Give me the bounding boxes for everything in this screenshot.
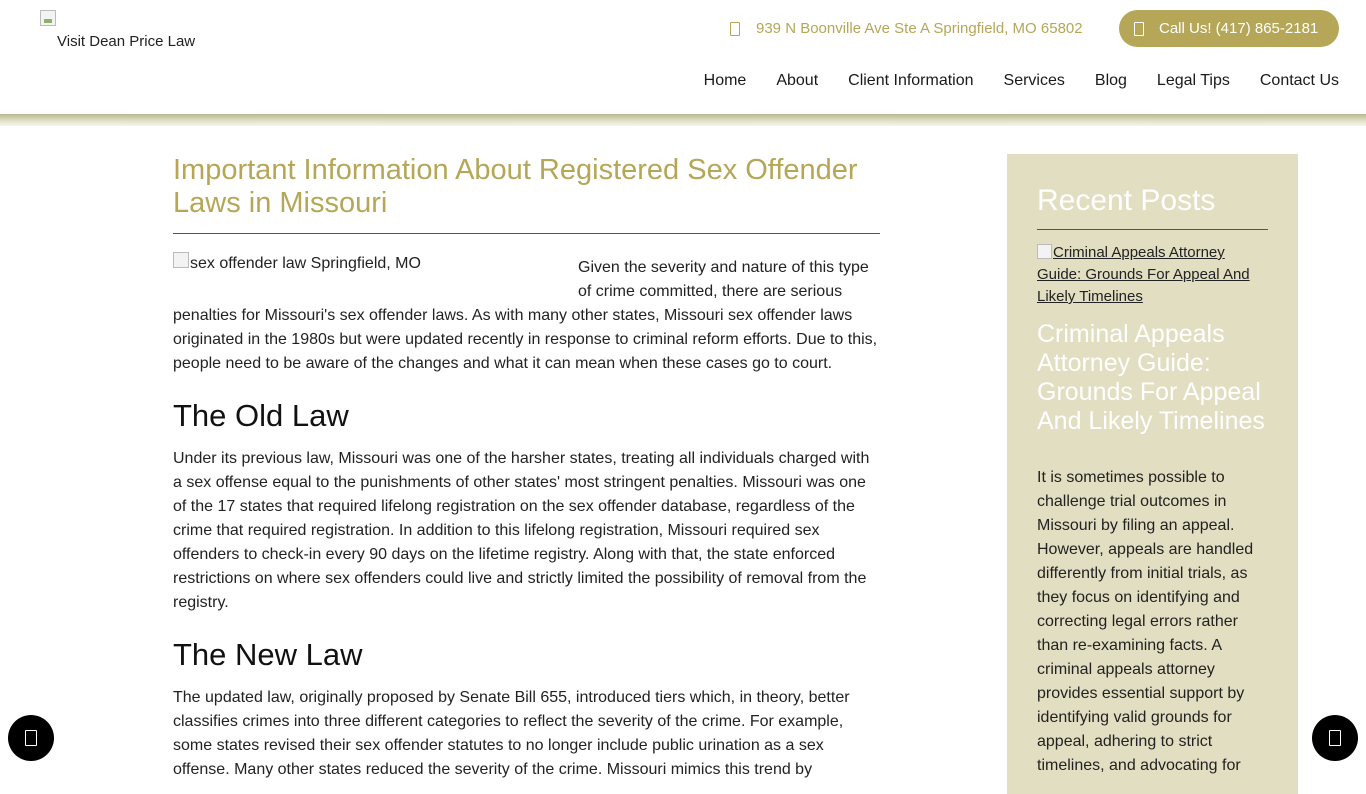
chat-icon bbox=[1329, 730, 1341, 746]
title-divider bbox=[173, 233, 880, 234]
logo-alt-text: Visit Dean Price Law bbox=[57, 33, 196, 50]
nav-item-services[interactable]: Services bbox=[1003, 72, 1065, 89]
sidebar-recent-posts bbox=[1007, 154, 1298, 794]
article-image-alt: sex offender law Springfield, MO bbox=[190, 255, 421, 272]
page-title: Important Information About Registered Sex Offender Laws in Missouri bbox=[173, 154, 858, 219]
broken-image-icon bbox=[1037, 244, 1052, 259]
accessibility-icon bbox=[25, 730, 37, 746]
phone-icon bbox=[1134, 22, 1144, 36]
nav-item-home[interactable]: Home bbox=[703, 72, 747, 89]
accessibility-button[interactable] bbox=[8, 715, 54, 761]
chat-button[interactable] bbox=[1312, 715, 1358, 761]
article-intro bbox=[173, 252, 880, 376]
recent-post-excerpt: It is sometimes possible to challenge trial outcomes in Missouri by filing an appeal. However, appeals are handled differently from initial trials, as they focus on identifying and correcting legal errors rather than re-examining facts. A criminal appeals attorney provides essential support by identifying valid grounds for appeal, adhering to strict timelines, and advocating for bbox=[1037, 469, 1254, 774]
sidebar-title: Recent Posts bbox=[1037, 184, 1216, 217]
section-heading: The New Law bbox=[173, 637, 363, 672]
call-button-label: Call Us! (417) 865-2181 bbox=[1159, 20, 1319, 37]
sidebar-divider bbox=[1037, 229, 1268, 230]
nav-item-about[interactable]: About bbox=[776, 72, 819, 89]
nav-item-legal-tips[interactable]: Legal Tips bbox=[1156, 72, 1230, 89]
site-header bbox=[0, 0, 1366, 114]
nav-item-client-information[interactable]: Client Information bbox=[848, 72, 974, 89]
article-image bbox=[173, 252, 573, 292]
recent-post-image-link[interactable] bbox=[1037, 242, 1268, 308]
map-marker-icon bbox=[730, 22, 740, 36]
call-button[interactable] bbox=[1119, 10, 1339, 47]
main-nav bbox=[704, 72, 1339, 90]
nav-item-contact-us[interactable]: Contact Us bbox=[1259, 72, 1339, 89]
header-divider bbox=[0, 114, 1366, 126]
broken-image-icon bbox=[40, 10, 56, 26]
broken-image-icon bbox=[173, 252, 189, 268]
address-link[interactable] bbox=[730, 20, 1083, 37]
section-paragraph: Under its previous law, Missouri was one of the harsher states, treating all individuals charged with a sex offense equal to the punishments of other states' most stringent penalties. Missouri was one of the 17 states that required lifelong registration on the sex offender database, regardless of the crime that required registration. In addition to this lifelong registration, Missouri required sex offenders to check-in every 90 days on the lifetime registry. Along with that, the state enforced restrictions on where sex offenders could live and strictly limited the possibility of removal from the registry. bbox=[173, 450, 870, 611]
intro-paragraph: Given the severity and nature of this type of crime committed, there are serious penalties for Missouri's sex offender laws. As with many other states, Missouri sex offender laws originated in the 1980s but were updated recently in response to criminal reform efforts. Due to this, people need to be aware of the changes and what it can mean when these cases go to court. bbox=[173, 259, 878, 372]
section-heading: The Old Law bbox=[173, 398, 349, 433]
recent-post-image-alt: Criminal Appeals Attorney Guide: Grounds For Appeal And Likely Timelines bbox=[1037, 244, 1250, 305]
nav-item-blog[interactable]: Blog bbox=[1094, 72, 1127, 89]
site-logo[interactable] bbox=[40, 10, 210, 55]
recent-post-title[interactable]: Criminal Appeals Attorney Guide: Grounds For Appeal And Likely Timelines bbox=[1037, 320, 1265, 435]
address-text: 939 N Boonville Ave Ste A Springfield, MO 65802 bbox=[756, 20, 1083, 37]
section-paragraph: The updated law, originally proposed by Senate Bill 655, introduced tiers which, in theory, better classifies crimes into three different categories to reflect the severity of the crime. For example, some states revised their sex offender statutes to no longer include public urination as a sex offense. Many other states reduced the severity of the crime. Missouri mimics this trend by bbox=[173, 689, 850, 778]
article bbox=[173, 154, 880, 782]
